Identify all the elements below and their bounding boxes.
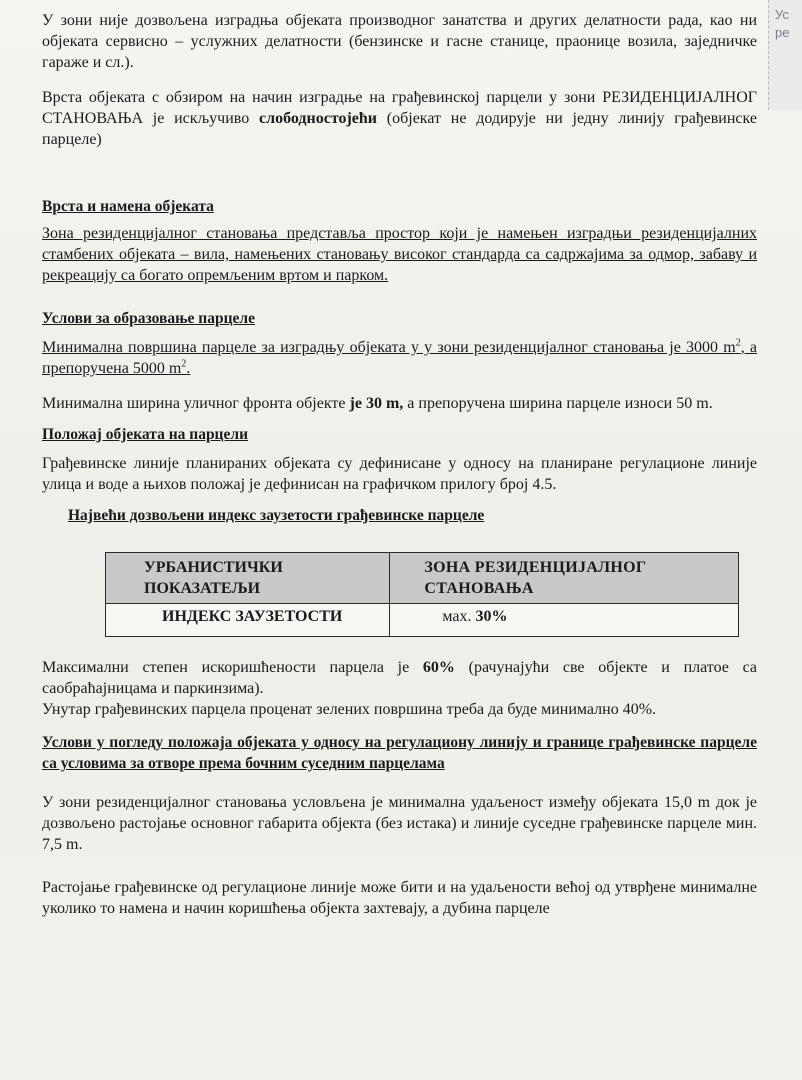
table-cell-label: ИНДЕКС ЗАУЗЕТОСТИ (106, 604, 390, 637)
paragraph-building-lines: Грађевинске линије планираних објеката су дефинисане у односу на планиране регулационе линије улица и воде а њихов положај је дефинисан на графичком прилогу број 4.5. (42, 455, 757, 493)
paragraph-no-production: У зони није дозвољена изградња објеката производног занатства и других делатности рада, као ни објеката сервисно – услужних делатности (бензинске и гасне станице, праонице возила, заједничке гараже и сл.). (42, 12, 757, 71)
paragraph-min-width: Минимална ширина уличног фронта објекте je 30 m, а препоручена ширина парцеле износи 50 m. (42, 395, 713, 412)
table-header-row (106, 553, 739, 604)
table-header-cell: УРБАНИСТИЧКИ ПОКАЗАТЕЉИ (106, 553, 390, 604)
paragraph-utilization: Максимални степен искоришћености парцела је 60% (рачунајући све објекте и платое са саобраћајницама и паркинзима). (42, 659, 757, 697)
table-cell-value: мах. 30% (390, 604, 739, 637)
paragraph-regulation-line: Растојање грађевинске од регулационе линије може бити и на удаљености већој од утврђене минималне уколико то намена и начин коришћења објекта захтевају, а дубина парцеле (42, 879, 757, 917)
paragraph-min-area: Минимална површина парцеле за изградњу објеката у у зони резиденцијалног становања је 3000 $m^2$, а препоручена 5000 $m^2$. (42, 337, 758, 377)
paragraph-object-type: Врста објеката с обзиром на начин изградње на грађевинској парцели у зони РЕЗИДЕНЦИЈАЛНОГ СТАНОВАЊА је искључиво слободностојећи (објекат не додирује ни једну линију грађевинске парцеле) (42, 89, 757, 148)
paragraph-zone-description: Зона резиденцијалног становања представља простор који је намењен изградњи резиденцијалних стамбених објеката – вила, намењених становању високог стандарда са садржајима за одмор, забаву и рекреацију са богато опремљеним вртом и парком. (42, 225, 757, 284)
heading-object-position: Положај објеката на парцели (42, 426, 248, 443)
heading-max-occupancy-index: Највећи дозвољени индекс заузетости грађевинске парцеле (68, 507, 485, 524)
occupancy-index-table (105, 552, 739, 637)
margin-stamp-line: Ус (775, 7, 789, 22)
paragraph-min-distance: У зони резиденцијалног становања условљена је минимална удаљеност између објеката 15,0 m док је дозвољено растојање основног габарита објекта (без истака) и линије суседне грађевинске парцеле мин. 7,5 m. (42, 794, 757, 853)
heading-object-type-purpose: Врста и намена објеката (42, 198, 214, 215)
paragraph-green-areas: Унутар грађевинских парцела проценат зелених површина треба да буде минимално 40%. (42, 701, 657, 718)
table-header-cell: ЗОНА РЕЗИДЕНЦИЈАЛНОГ СТАНОВАЊА (390, 553, 739, 604)
heading-setback-conditions: Услови у погледу положаја објеката у односу на регулациону линију и границе грађевинске парцеле са условима за отворе према бочним суседним парцелама (42, 734, 757, 772)
margin-stamp-line: ре (775, 25, 790, 40)
heading-parcel-conditions: Услови за образовање парцеле (42, 310, 255, 327)
document-body (42, 10, 757, 919)
table-row (106, 604, 739, 637)
margin-stamp-note (768, 0, 802, 110)
